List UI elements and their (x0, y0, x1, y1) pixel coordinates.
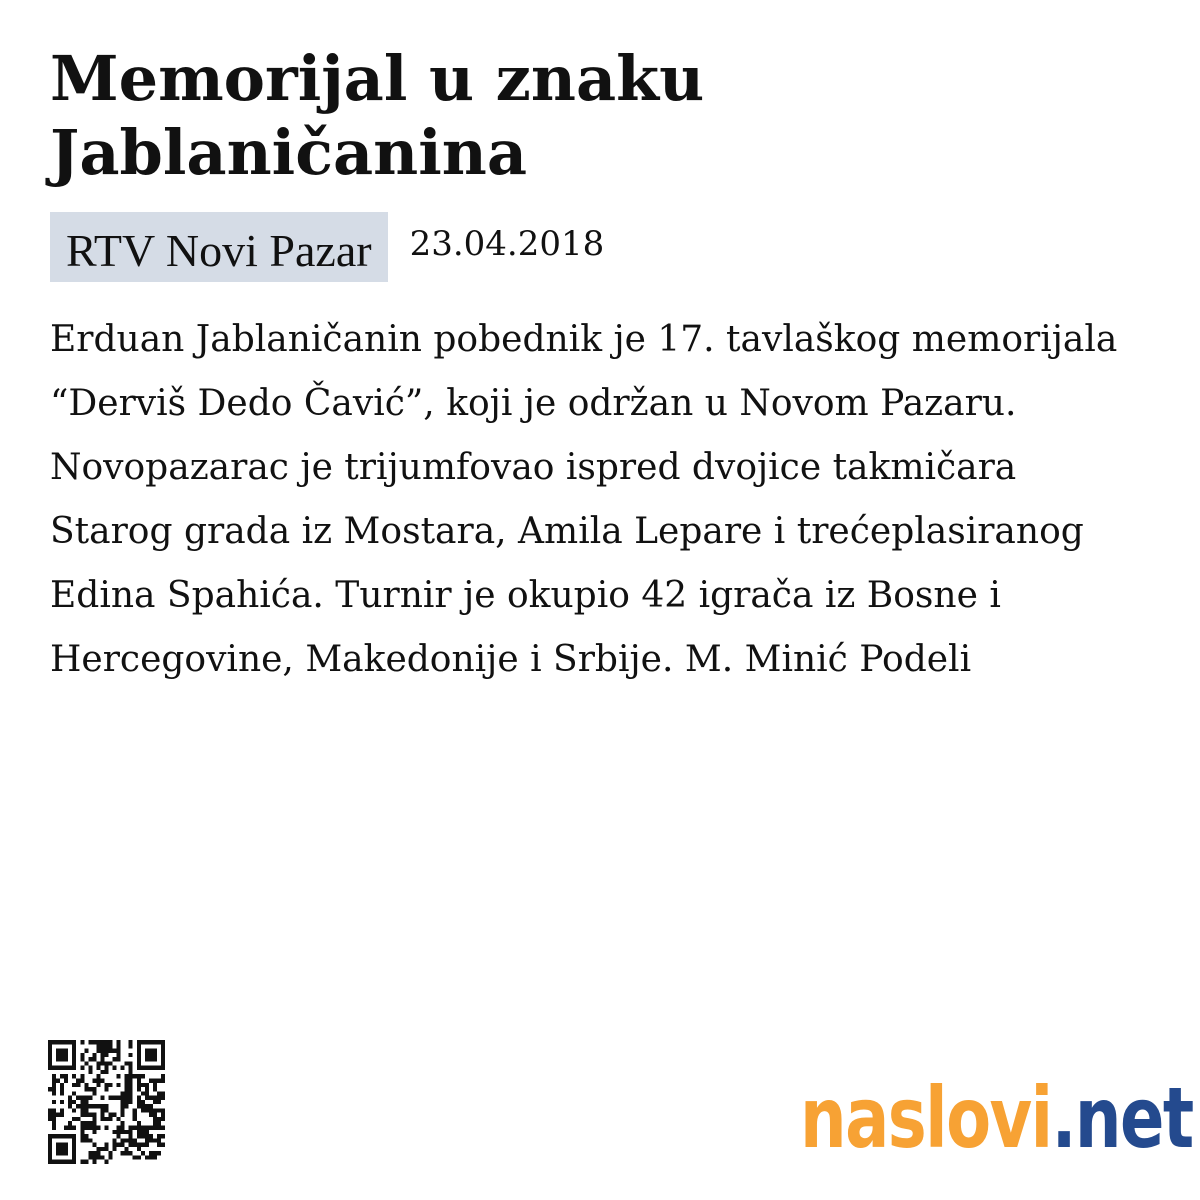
qr-code-icon (48, 1040, 165, 1164)
article-body: Erduan Jablaničanin pobednik je 17. tavlaškog memorijala “Derviš Dedo Čavić”, koji je održan u Novom Pazaru. Novopazarac je trijumfovao ispred dvojice takmičara Starog grada iz Mostara, Amila Lepare i trećeplasiranog Edina Spahića. Turnir je okupio 42 igrača iz Bosne i Hercegovine, Makedonije i Srbije. M. Minić Podeli (50, 319, 1118, 680)
logo-text-naslovi: naslovi (800, 1069, 1052, 1167)
article-title: Memorijal u znaku Jablaničanina (50, 42, 705, 189)
publish-date: 23.04.2018 (409, 224, 605, 264)
naslovi-logo[interactable] (800, 1068, 1193, 1168)
logo-text-net: .net (1051, 1069, 1193, 1167)
source-badge[interactable]: RTV Novi Pazar (50, 212, 388, 282)
article-meta (50, 212, 604, 282)
